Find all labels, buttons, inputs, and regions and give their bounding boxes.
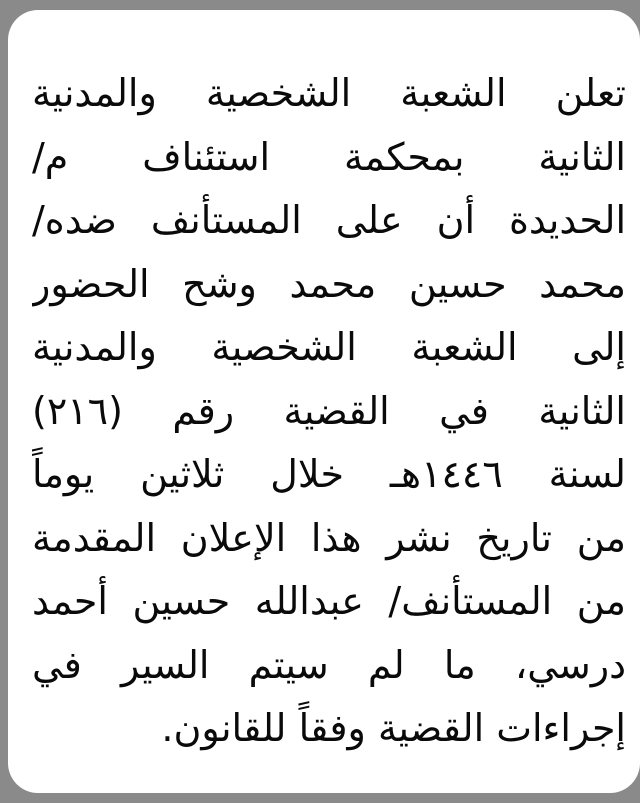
notice-line: تعلن الشعبة الشخصية والمدنية [32,71,626,115]
notice-line: درسي، ما لم سيتم السير في [32,642,626,687]
notice-card [8,10,640,793]
notice-text [32,62,626,761]
notice-line: من المستأنف/ عبدالله حسين أحمد [32,579,626,623]
notice-line: من تاريخ نشر هذا الإعلان المقدمة [32,515,626,560]
notice-line: الحديدة أن على المستأنف ضده/ [32,198,626,242]
notice-line: الثانية في القضية رقم (٢١٦) [32,388,626,433]
notice-line: محمد حسين محمد وشح الحضور [32,261,626,306]
notice-line: الثانية بمحكمة استئناف م/ [32,134,626,179]
notice-line: لسنة ١٤٤٦هـ خلال ثلاثين يوماً [32,452,626,496]
notice-line: إجراءات القضية وفقاً للقانون. [161,706,626,750]
notice-line: إلى الشعبة الشخصية والمدنية [32,325,626,369]
